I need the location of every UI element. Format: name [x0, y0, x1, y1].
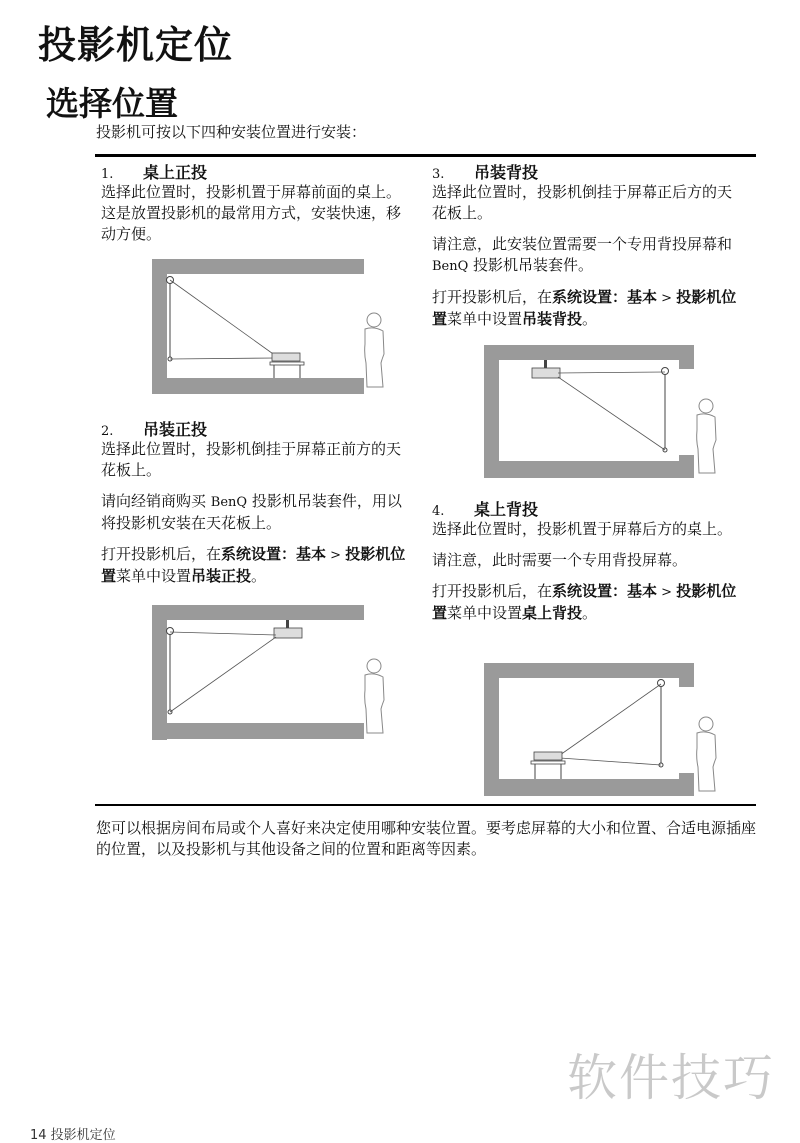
option-number: 2. — [101, 424, 114, 439]
option-floor-rear — [432, 497, 744, 634]
option-ceiling-front — [101, 417, 413, 597]
bottom-rule — [95, 804, 756, 806]
option-number: 4. — [432, 504, 445, 519]
option-description: 选择此位置时，投影机置于屏幕后方的桌上。 — [432, 520, 733, 538]
section-heading: 选择位置 — [46, 84, 178, 123]
top-rule — [95, 154, 756, 157]
option-title: 吊装正投 — [143, 420, 208, 439]
option-note: 请注意，此安装位置需要一个专用背投屏幕和 BenQ 投影机吊装套件。 — [432, 235, 733, 274]
option-menu-instruction: 打开投影机后，在系统设置：基本 > 投影机位置菜单中设置吊装背投。 — [432, 288, 737, 328]
option-number: 3. — [432, 167, 445, 182]
watermark: 软件技巧 — [567, 1049, 775, 1107]
option-description: 选择此位置时，投影机置于屏幕前面的桌上。这是放置投影机的最常用方式，安装快速，移动方便。 — [101, 183, 402, 243]
floor-rear-diagram — [484, 663, 749, 798]
page-footer: 14 投影机定位 — [30, 1128, 116, 1143]
option-description: 选择此位置时，投影机倒挂于屏幕正后方的天花板上。 — [432, 183, 733, 222]
floor-front-diagram — [152, 259, 417, 394]
option-note: 请向经销商购买 BenQ 投影机吊装套件，用以将投影机安装在天花板上。 — [101, 492, 402, 532]
option-title: 吊装背投 — [474, 163, 539, 182]
option-description: 选择此位置时，投影机倒挂于屏幕正前方的天花板上。 — [101, 440, 402, 479]
option-menu-instruction: 打开投影机后，在系统设置：基本 > 投影机位置菜单中设置吊装正投。 — [101, 545, 406, 585]
ceiling-front-diagram — [152, 605, 417, 740]
option-note: 请注意，此时需要一个专用背投屏幕。 — [432, 551, 688, 569]
option-floor-front — [101, 160, 413, 255]
page-title: 投影机定位 — [38, 23, 234, 67]
closing-paragraph: 您可以根据房间布局或个人喜好来决定使用哪种安装位置。要考虑屏幕的大小和位置、合适电源插座的位置，以及投影机与其他设备之间的位置和距离等因素。 — [96, 819, 757, 858]
intro-text: 投影机可按以下四种安装位置进行安装： — [96, 123, 367, 141]
option-menu-instruction: 打开投影机后，在系统设置：基本 > 投影机位置菜单中设置桌上背投。 — [432, 582, 737, 622]
option-number: 1. — [101, 167, 114, 182]
ceiling-rear-diagram — [484, 345, 749, 480]
option-title: 桌上正投 — [143, 163, 208, 182]
option-ceiling-rear — [432, 160, 744, 340]
option-title: 桌上背投 — [474, 500, 539, 519]
